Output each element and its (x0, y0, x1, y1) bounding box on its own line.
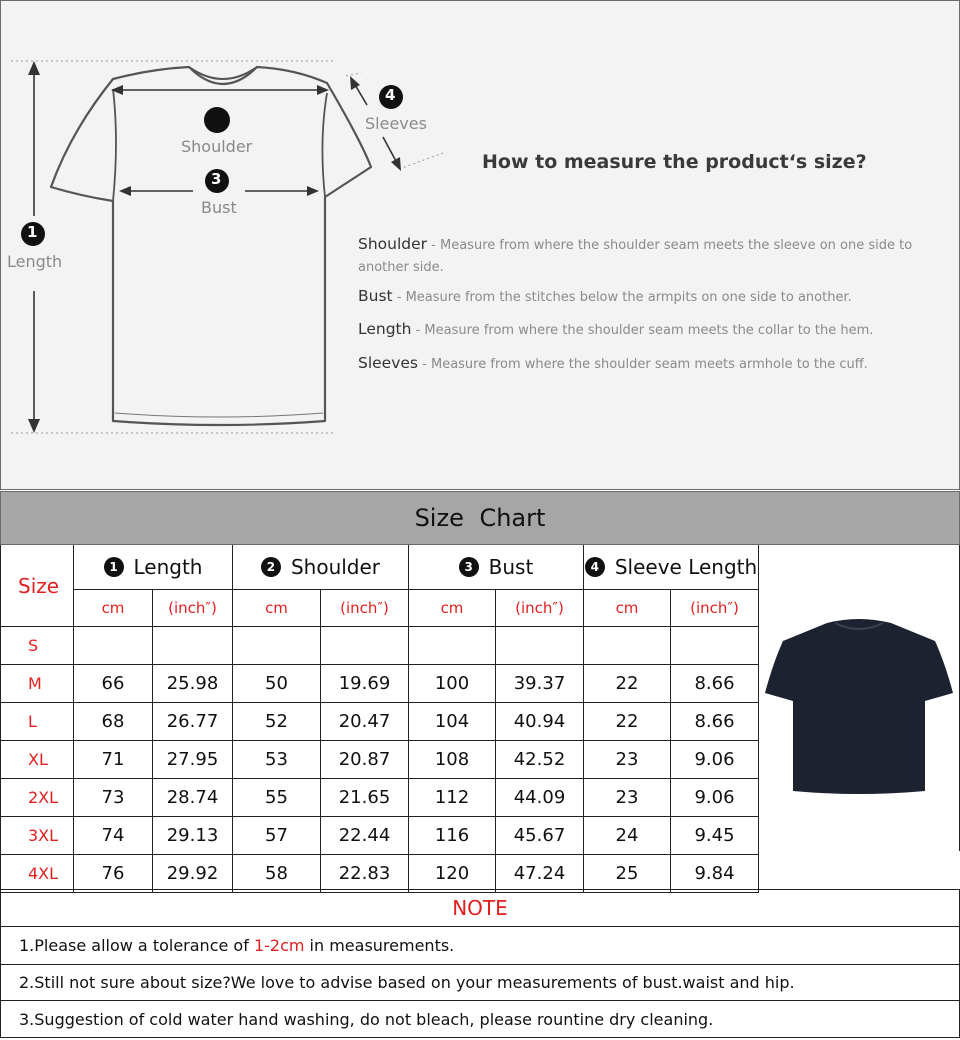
size-value: 8.66 (671, 703, 759, 741)
size-value (409, 627, 496, 665)
note-advice (0, 965, 960, 1001)
size-value: 74 (74, 817, 153, 855)
definition-length (358, 318, 958, 342)
column-header-4 (584, 545, 759, 590)
unit-header: cm (74, 590, 153, 627)
size-value: 57 (233, 817, 321, 855)
table-left-border (0, 545, 1, 889)
definition-term: Sleeves (358, 354, 419, 372)
definition-term: Bust (358, 287, 393, 305)
sleeves-number-icon: 4 (385, 86, 396, 104)
size-value: 66 (74, 665, 153, 703)
note-2-text: 2.Still not sure about size?We love to advise based on your measurements of bust.waist and hip. (19, 973, 795, 992)
length-number-icon: 1 (27, 223, 38, 241)
size-value: 9.84 (671, 855, 759, 893)
size-value: 40.94 (496, 703, 584, 741)
column-header-label: Sleeve Length (614, 555, 758, 579)
size-value: 28.74 (153, 779, 233, 817)
size-label: 4XL (0, 855, 74, 893)
size-chart-title: Size Chart (414, 504, 546, 532)
size-value: 8.66 (671, 665, 759, 703)
how-to-measure-title: How to measure the product‘s size? (482, 151, 867, 173)
product-photo (759, 545, 960, 851)
unit-header: cm (584, 590, 671, 627)
size-chart-header (0, 491, 960, 545)
column-header-label: Length (133, 555, 203, 579)
size-value: 55 (233, 779, 321, 817)
size-value: 100 (409, 665, 496, 703)
size-value: 44.09 (496, 779, 584, 817)
size-value: 19.69 (321, 665, 409, 703)
size-column-header: Size (0, 545, 74, 627)
size-value: 104 (409, 703, 496, 741)
size-value (74, 627, 153, 665)
size-label: XL (0, 741, 74, 779)
unit-header: (inch″) (153, 590, 233, 627)
note-heading (0, 889, 960, 927)
definition-term: Shoulder (358, 235, 428, 253)
size-value: 29.13 (153, 817, 233, 855)
size-value: 20.47 (321, 703, 409, 741)
size-value: 22.44 (321, 817, 409, 855)
definition-text: - Measure from the stitches below the armpits on one side to another. (396, 290, 852, 305)
size-value: 24 (584, 817, 671, 855)
size-value: 39.37 (496, 665, 584, 703)
column-number-icon: 2 (261, 557, 281, 577)
size-value: 45.67 (496, 817, 584, 855)
size-value (584, 627, 671, 665)
size-value: 29.92 (153, 855, 233, 893)
size-value: 108 (409, 741, 496, 779)
tshirt-body (765, 619, 953, 794)
size-value: 120 (409, 855, 496, 893)
length-label: Length (7, 252, 63, 271)
size-value: 23 (584, 779, 671, 817)
column-header-label: Bust (488, 555, 534, 579)
size-label: 3XL (0, 817, 74, 855)
black-tshirt-image (759, 545, 959, 851)
size-value (321, 627, 409, 665)
size-label: M (0, 665, 74, 703)
column-header-label: Shoulder (290, 555, 381, 579)
size-value: 112 (409, 779, 496, 817)
size-value: 9.06 (671, 779, 759, 817)
definition-term: Length (358, 320, 412, 338)
note-1-highlight: 1-2cm (253, 936, 305, 955)
column-header-3 (409, 545, 584, 590)
size-value: 22.83 (321, 855, 409, 893)
note-1-text: 1.Please allow a tolerance of (19, 936, 254, 955)
unit-header: (inch″) (496, 590, 584, 627)
definition-bust (358, 285, 958, 309)
shoulder-label: Shoulder (181, 137, 253, 156)
unit-header: (inch″) (671, 590, 759, 627)
definition-text: - Measure from where the shoulder seam meets the collar to the hem. (415, 323, 874, 338)
size-value: 23 (584, 741, 671, 779)
size-label: 2XL (0, 779, 74, 817)
note-care (0, 1001, 960, 1038)
size-value (496, 627, 584, 665)
note-1-text-end: in measurements. (304, 936, 455, 955)
size-value: 42.52 (496, 741, 584, 779)
definition-sleeves (358, 352, 958, 376)
size-value: 116 (409, 817, 496, 855)
size-value: 22 (584, 665, 671, 703)
size-value: 68 (74, 703, 153, 741)
size-value: 21.65 (321, 779, 409, 817)
column-number-icon: 3 (459, 557, 479, 577)
definition-text: - Measure from where the shoulder seam meets the sleeve on one side to another side. (358, 238, 913, 275)
unit-header: cm (233, 590, 321, 627)
column-number-icon: 4 (585, 557, 605, 577)
note-title: NOTE (452, 896, 508, 920)
unit-header: cm (409, 590, 496, 627)
size-value: 9.06 (671, 741, 759, 779)
size-value: 20.87 (321, 741, 409, 779)
size-value: 58 (233, 855, 321, 893)
size-value: 25.98 (153, 665, 233, 703)
size-value: 47.24 (496, 855, 584, 893)
definition-text: - Measure from where the shoulder seam meets armhole to the cuff. (422, 357, 868, 372)
size-value: 53 (233, 741, 321, 779)
bust-label: Bust (201, 198, 237, 217)
size-value: 73 (74, 779, 153, 817)
sleeves-label: Sleeves (365, 114, 427, 133)
size-value: 27.95 (153, 741, 233, 779)
column-header-1 (74, 545, 233, 590)
size-value: 52 (233, 703, 321, 741)
note-tolerance (0, 927, 960, 965)
note-3-text: 3.Suggestion of cold water hand washing, do not bleach, please rountine dry cleaning. (19, 1009, 714, 1029)
bust-number-icon: 3 (211, 170, 222, 188)
size-value: 26.77 (153, 703, 233, 741)
size-label: S (0, 627, 74, 665)
unit-header: (inch″) (321, 590, 409, 627)
size-value (153, 627, 233, 665)
measurement-diagram (0, 0, 960, 490)
size-label: L (0, 703, 74, 741)
size-value: 76 (74, 855, 153, 893)
column-header-2 (233, 545, 409, 590)
column-number-icon: 1 (104, 557, 124, 577)
size-value: 50 (233, 665, 321, 703)
size-value: 9.45 (671, 817, 759, 855)
size-value (671, 627, 759, 665)
size-value: 22 (584, 703, 671, 741)
size-value: 71 (74, 741, 153, 779)
definition-shoulder (358, 233, 958, 279)
size-value (233, 627, 321, 665)
size-value: 25 (584, 855, 671, 893)
